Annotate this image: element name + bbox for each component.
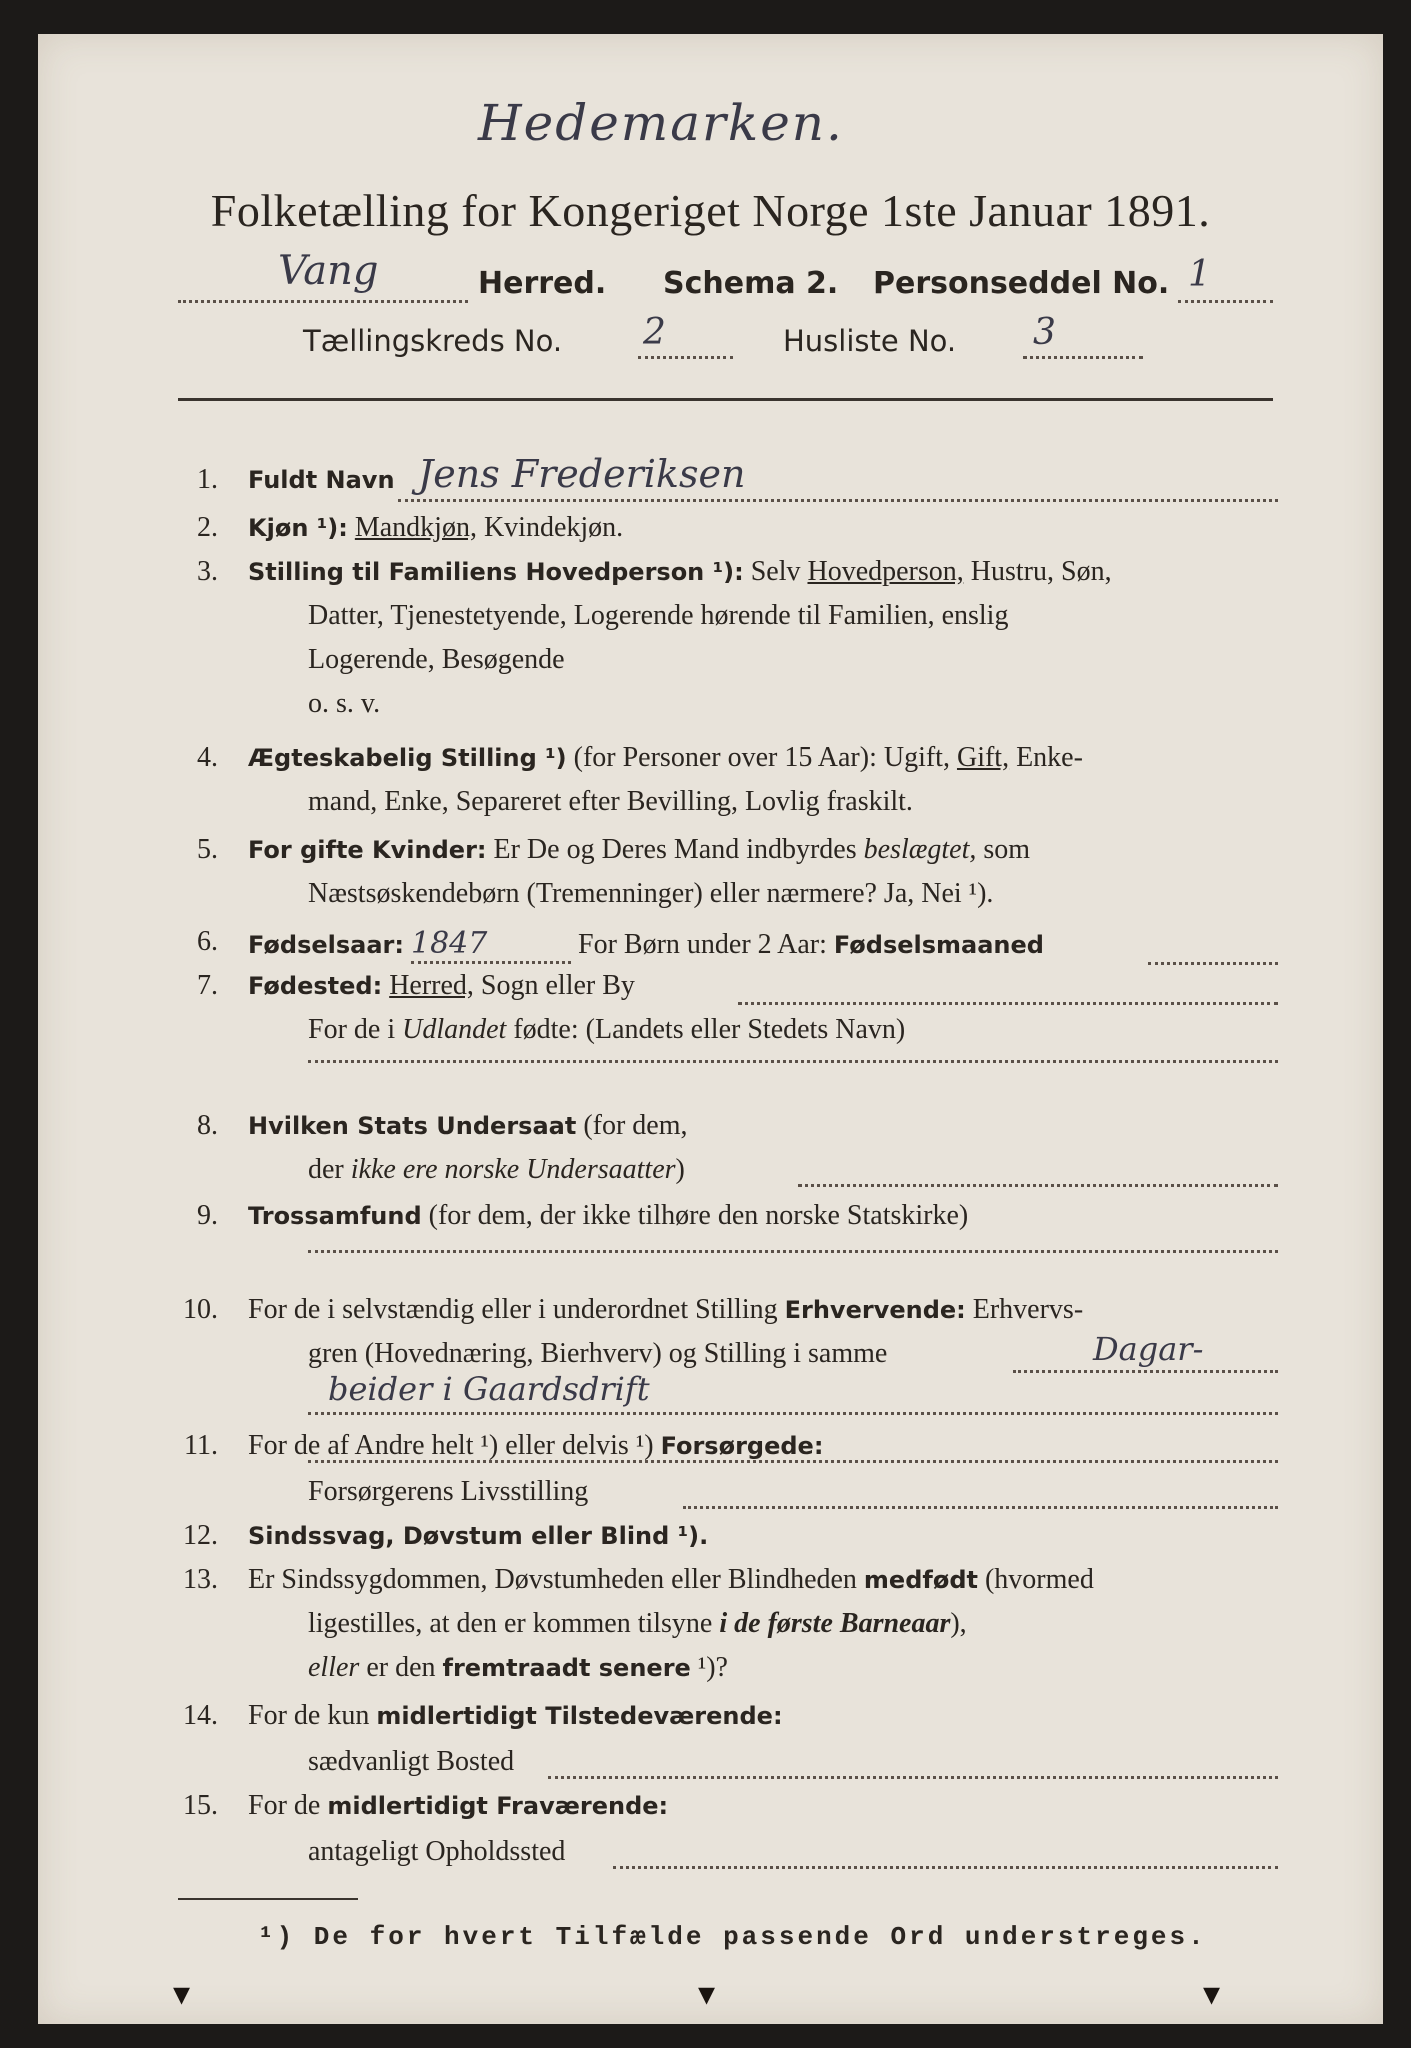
item-15 — [248, 1790, 668, 1822]
personseddel-value: 1 — [1188, 254, 1211, 295]
item-2 — [248, 512, 623, 544]
birth-month-label: Fødselsmaaned — [833, 931, 1044, 959]
item-14 — [248, 1700, 783, 1732]
support-text: For de af Andre helt ¹) eller delvis ¹) — [248, 1430, 654, 1461]
item-8 — [248, 1110, 688, 1142]
schema-label: Schema 2. — [663, 266, 839, 301]
married-women-text: Er De og Deres Mand indbyrdes — [493, 834, 857, 865]
birthplace-field — [738, 982, 1278, 1005]
item-number: 7. — [197, 970, 218, 1001]
occupation-field — [1013, 1330, 1278, 1373]
birth-year-value: 1847 — [411, 926, 571, 964]
temp-absent-text: For de — [248, 1790, 321, 1821]
married-women-line-2: Næstsøskendebørn (Tremenninger) eller nærmere? Ja, Nei ¹). — [308, 878, 994, 909]
temp-present-line-2: sædvanligt Bosted — [308, 1746, 515, 1777]
item-number: 11. — [184, 1430, 218, 1461]
item-number: 6. — [197, 926, 218, 957]
position-line-3: Logerende, Besøgende — [308, 644, 565, 675]
name-label: Fuldt Navn — [248, 466, 395, 494]
occupation-text: For de i selvstændig eller i underordnet Stilling — [248, 1294, 778, 1325]
census-form-page — [38, 34, 1383, 2024]
marital-selected: Gift, — [956, 742, 1010, 773]
center-mark: ▾ — [698, 1974, 716, 2014]
temp-present-field — [548, 1756, 1278, 1779]
item-5 — [248, 834, 1030, 866]
header-divider — [178, 398, 1273, 401]
taellingskreds-value: 2 — [643, 312, 666, 353]
congenital-text: Er Sindssygdommen, Døvstumheden eller Blindheden — [248, 1564, 857, 1595]
item-number: 15. — [183, 1790, 218, 1821]
support-field — [683, 1486, 1278, 1509]
support-label: Forsørgede: — [660, 1432, 824, 1460]
item-1 — [248, 464, 395, 496]
item-3 — [248, 556, 1278, 588]
birthplace-line-2-italic: Udlandet — [402, 1014, 507, 1045]
citizenship-line-2-italic: ikke ere norske Undersaatter — [350, 1154, 676, 1185]
item-12 — [248, 1520, 708, 1552]
item-number: 3. — [197, 556, 218, 587]
item-number: 4. — [197, 742, 218, 773]
disability-label: Sindssvag, Døvstum eller Blind ¹). — [248, 1522, 709, 1550]
birthplace-line-2-a: For de i — [308, 1014, 396, 1045]
herred-label: Herred. — [478, 266, 607, 301]
position-text: Selv — [750, 556, 801, 587]
item-number: 10. — [183, 1294, 218, 1325]
temp-present-text: For de kun — [248, 1700, 370, 1731]
item-number: 12. — [183, 1520, 218, 1551]
citizenship-text: (for dem, — [583, 1110, 688, 1141]
taellingskreds-label: Tællingskreds No. — [303, 324, 563, 358]
marital-text-2: Enke- — [1016, 742, 1083, 773]
support-line-2: Forsørgerens Livsstilling — [308, 1476, 589, 1507]
county-handwritten: Hedemarken. — [478, 94, 844, 152]
married-women-text-2: som — [983, 834, 1031, 865]
religion-label: Trossamfund — [248, 1202, 422, 1230]
married-women-italic: beslægtet, — [863, 834, 977, 865]
personseddel-field — [1178, 254, 1273, 303]
item-7 — [248, 970, 635, 1002]
form-title: Folketælling for Kongeriget Norge 1ste Januar 1891. — [210, 185, 1211, 236]
married-women-label: For gifte Kvinder: — [248, 836, 487, 864]
occupation-text-2: Erhvervs- — [972, 1294, 1084, 1325]
occupation-value: Dagar- — [1093, 1330, 1204, 1368]
congenital-line-3-italic: eller — [308, 1652, 360, 1683]
husliste-field — [1023, 312, 1143, 359]
temp-absent-label: midlertidigt Fraværende: — [327, 1792, 669, 1820]
position-line-4: o. s. v. — [308, 688, 381, 719]
temp-present-label: midlertidigt Tilstedeværende: — [376, 1702, 783, 1730]
personseddel-label: Personseddel No. — [873, 266, 1170, 301]
congenital-line-2: ligestilles, at den er kommen tilsyne i de første Barneaar), — [308, 1608, 967, 1639]
birthplace-selected: Herred, — [389, 970, 474, 1001]
corner-mark-left: ▾ — [173, 1974, 191, 2014]
sex-label: Kjøn ¹): — [248, 514, 348, 542]
congenital-line-2-a: ligestilles, at den er kommen tilsyne — [308, 1608, 713, 1639]
citizenship-field — [798, 1164, 1278, 1187]
name-field — [398, 452, 1278, 502]
congenital-line-3 — [308, 1652, 728, 1684]
occupation-label: Erhvervende: — [784, 1296, 966, 1324]
herred-value: Vang — [278, 248, 379, 294]
sex-option-female: Kvindekjøn. — [483, 512, 624, 543]
congenital-bold: medfødt — [863, 1566, 978, 1594]
religion-text: (for dem, der ikke tilhøre den norske Statskirke) — [428, 1200, 969, 1231]
item-number: 2. — [197, 512, 218, 543]
name-value: Jens Frederiksen — [418, 452, 746, 496]
position-line-2: Datter, Tjenestetyende, Logerende hørende til Familien, enslig — [308, 600, 1009, 631]
sex-option-male: Mandkjøn, — [354, 512, 477, 543]
item-number: 5. — [197, 834, 218, 865]
item-number: 8. — [197, 1110, 218, 1141]
position-label: Stilling til Familiens Hovedperson ¹): — [248, 558, 744, 586]
occupation-line-2: gren (Hovednæring, Bierhverv) og Stilling i samme — [308, 1338, 888, 1369]
husliste-label: Husliste No. — [783, 324, 957, 358]
husliste-value: 3 — [1033, 312, 1056, 353]
birth-year-text: For Børn under 2 Aar: — [578, 929, 827, 960]
religion-field — [308, 1230, 1278, 1253]
footnote: ¹) De for hvert Tilfælde passende Ord understreges. — [258, 1922, 1207, 1952]
corner-mark-right: ▾ — [1203, 1974, 1221, 2014]
birthplace-text: Sogn eller By — [480, 970, 635, 1001]
birth-year-label: Fødselsaar: — [248, 931, 404, 959]
marital-line-2: mand, Enke, Separeret efter Bevilling, Lovlig fraskilt. — [308, 786, 913, 817]
congenital-text-2: (hvormed — [984, 1564, 1094, 1595]
marital-label: Ægteskabelig Stilling ¹) — [248, 744, 567, 772]
congenital-line-3-bold: fremtraadt senere — [442, 1654, 691, 1682]
birth-month-field — [1148, 942, 1278, 965]
position-text-2: Hustru, Søn, — [970, 556, 1112, 587]
citizenship-line-2: der ikke ere norske Undersaatter) — [308, 1154, 685, 1185]
congenital-line-3-c: ¹)? — [697, 1652, 728, 1683]
congenital-line-3-a: er den — [366, 1652, 436, 1683]
taellingskreds-field — [638, 312, 733, 359]
item-10 — [248, 1294, 1288, 1326]
occupation-field-2 — [308, 1370, 1278, 1415]
item-number: 1. — [197, 464, 218, 495]
item-4 — [248, 742, 1083, 774]
item-11 — [248, 1430, 823, 1462]
item-number: 14. — [183, 1700, 218, 1731]
foreign-birthplace-field — [308, 1040, 1278, 1063]
herred-field — [178, 248, 468, 303]
citizenship-line-2-a: der — [308, 1154, 344, 1185]
item-number: 9. — [197, 1200, 218, 1231]
item-6 — [248, 926, 1044, 964]
item-9 — [248, 1200, 1278, 1232]
congenital-line-2-italic: i de første Barneaar — [719, 1608, 951, 1639]
birthplace-label: Fødested: — [248, 972, 383, 1000]
birthplace-line-2-b: fødte: (Landets eller Stedets Navn) — [513, 1014, 906, 1045]
position-selected: Hovedperson, — [807, 556, 964, 587]
temp-absent-line-2: antageligt Opholdssted — [308, 1836, 566, 1867]
item-13 — [248, 1564, 1288, 1596]
footnote-rule — [178, 1898, 358, 1900]
temp-absent-field — [613, 1846, 1278, 1869]
citizenship-label: Hvilken Stats Undersaat — [248, 1112, 577, 1140]
marital-text: (for Personer over 15 Aar): Ugift, — [573, 742, 950, 773]
item-number: 13. — [183, 1564, 218, 1595]
occupation-value-2: beider i Gaardsdrift — [328, 1370, 650, 1408]
